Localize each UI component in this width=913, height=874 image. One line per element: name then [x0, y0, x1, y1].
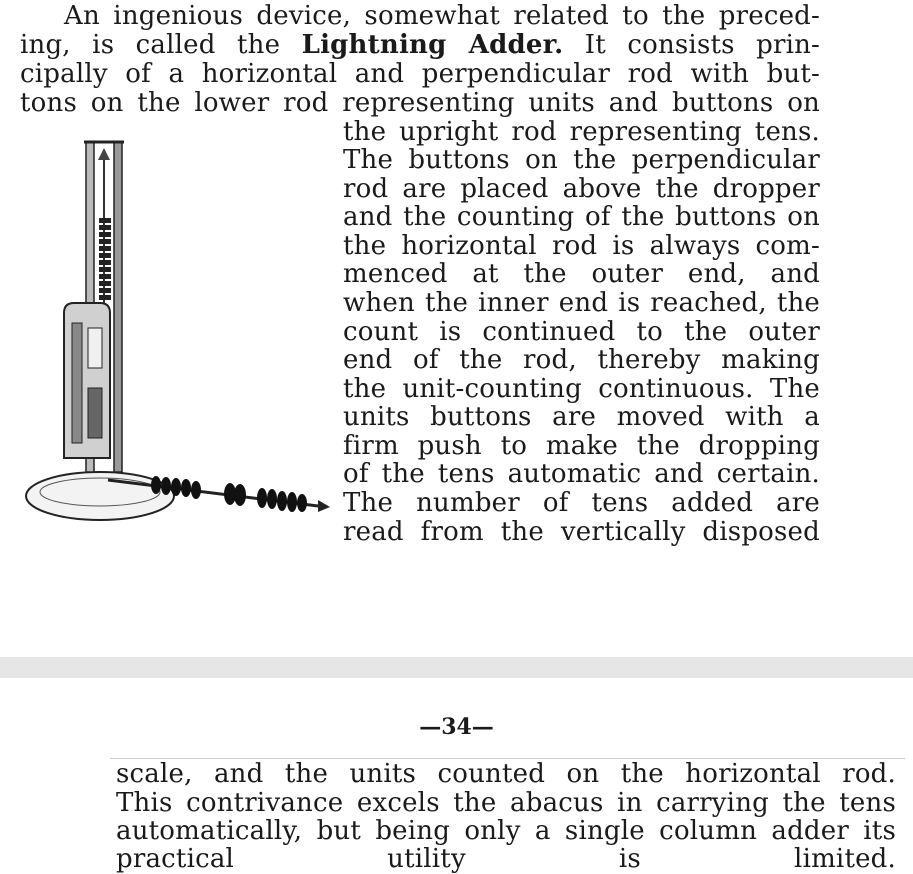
- text-line-1: An ingenious device, somewhat related to the preced-: [64, 1, 820, 31]
- bottom-line-4: practical utility is limited.: [116, 844, 896, 874]
- text-line-8: and the counting of the buttons on: [343, 202, 820, 232]
- lightning-adder-illustration: [18, 128, 336, 528]
- text-line-13: end of the rod, thereby making: [343, 345, 820, 375]
- text-line-12: count is continued to the outer: [343, 317, 820, 347]
- page-separator: [0, 657, 913, 678]
- bottom-line-1: scale, and the units counted on the horizontal rod.: [116, 759, 896, 789]
- text-line-18: The number of tens added are: [343, 488, 820, 518]
- bottom-line-3: automatically, but being only a single column adder its: [116, 816, 896, 846]
- text-line-19: read from the vertically disposed: [343, 517, 820, 547]
- text-line-3: cipally of a horizontal and perpendicular rod with but-: [20, 59, 820, 89]
- text-line-5: the upright rod representing tens.: [343, 117, 820, 147]
- text-line-2: [20, 31, 820, 59]
- text-line-7: rod are placed above the dropper: [343, 174, 820, 204]
- page-number: —34—: [419, 714, 494, 740]
- text-line-11: when the inner end is reached, the: [343, 288, 820, 318]
- text-line-17: of the tens automatic and certain.: [343, 459, 820, 489]
- text-line-6: The buttons on the perpendicular: [343, 145, 820, 175]
- text-line-16: firm push to make the dropping: [343, 431, 820, 461]
- text-line-15: units buttons are moved with a: [343, 402, 820, 432]
- bottom-line-2: This contrivance excels the abacus in carrying the tens: [116, 788, 896, 818]
- text-line-10: menced at the outer end, and: [343, 259, 820, 289]
- text-line-2-a: ing, is called the: [20, 30, 281, 60]
- device-name: Lightning Adder.: [301, 30, 564, 60]
- text-line-14: the unit-counting continuous. The: [343, 374, 820, 404]
- text-line-4: tons on the lower rod representing units and buttons on: [20, 88, 820, 118]
- text-line-9: the horizontal rod is always com-: [343, 231, 820, 261]
- text-line-2-b: It consists prin-: [584, 30, 821, 60]
